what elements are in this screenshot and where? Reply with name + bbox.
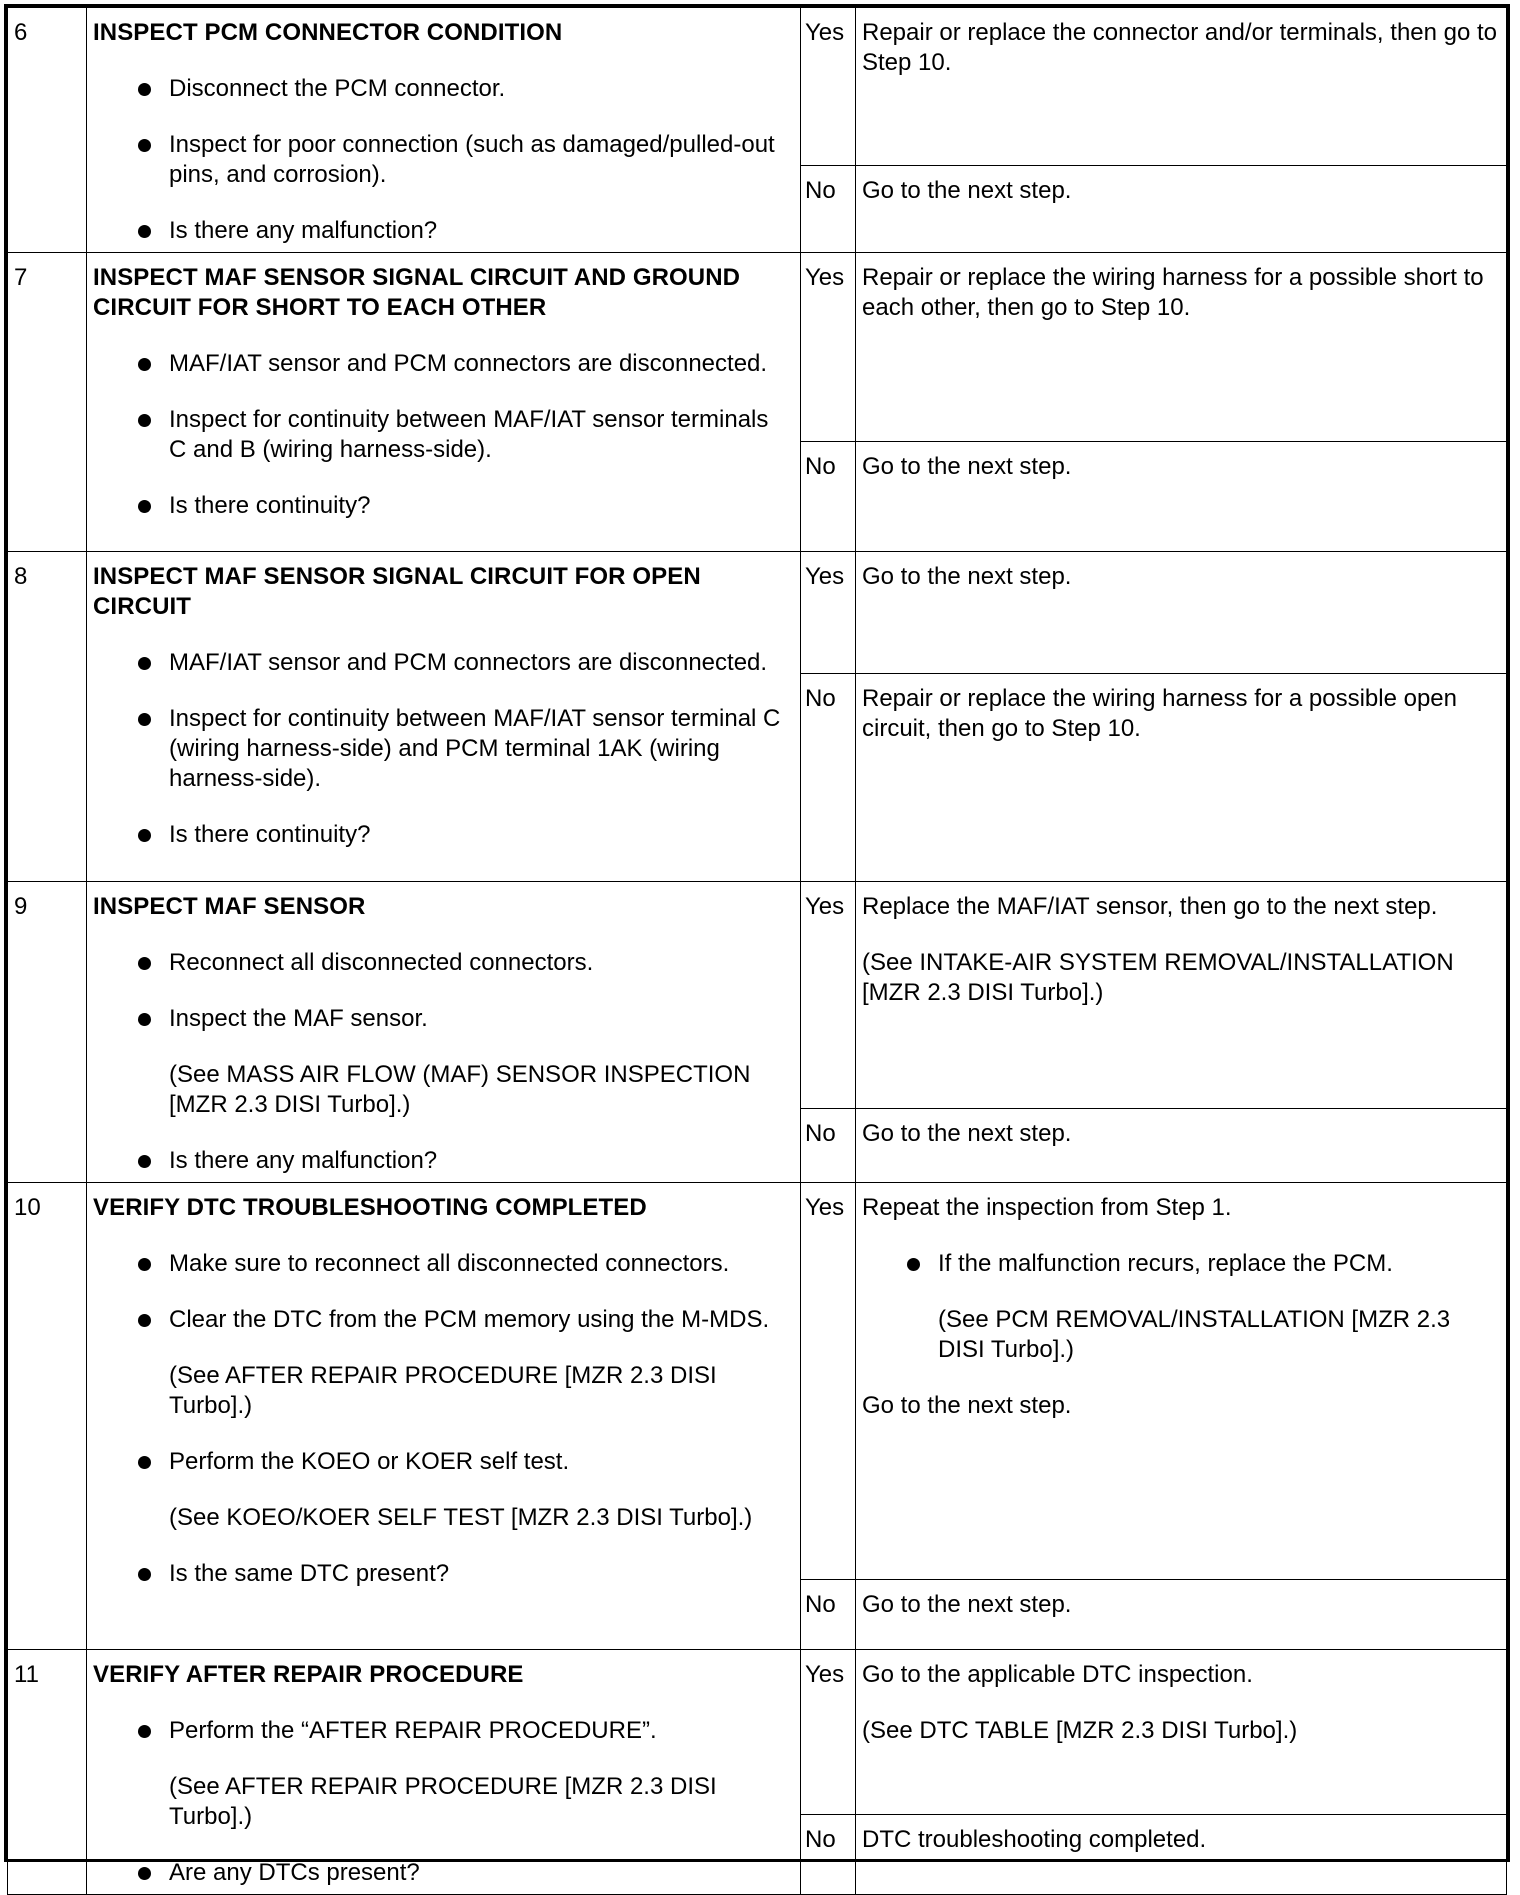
yes-label: Yes <box>801 8 856 166</box>
step-action <box>87 552 801 882</box>
reference-note: (See DTC TABLE [MZR 2.3 DISI Turbo].) <box>862 1717 1298 1744</box>
step-title: VERIFY AFTER REPAIR PROCEDURE <box>93 1661 524 1688</box>
no-label: No <box>801 1580 856 1650</box>
yes-label: Yes <box>801 552 856 674</box>
action-bullet: Perform the “AFTER REPAIR PROCEDURE”. <box>93 1716 790 1746</box>
troubleshooting-table <box>7 7 1507 1895</box>
step-action <box>87 882 801 1183</box>
action-bullet: Inspect for continuity between MAF/IAT sensor terminal C (wiring harness-side) and PCM terminal 1AK (wiring harness-side). <box>93 704 790 794</box>
step-number: 6 <box>8 8 87 253</box>
step-number: 8 <box>8 552 87 882</box>
bullet-icon <box>138 358 151 371</box>
bullet-icon <box>138 957 151 970</box>
yes-result: Repeat the inspection from Step 1. If the malfunction recurs, replace the PCM. (See PCM REMOVAL/INSTALLATION [MZR 2.3 DISI Turbo].) Go to the next step. <box>856 1183 1507 1580</box>
bullet-icon <box>138 1155 151 1168</box>
reference-note: (See KOEO/KOER SELF TEST [MZR 2.3 DISI Turbo].) <box>169 1504 753 1531</box>
action-bullet: Are any DTCs present? <box>93 1858 790 1888</box>
no-label: No <box>801 1108 856 1183</box>
action-bullet: Make sure to reconnect all disconnected connectors. <box>93 1249 790 1279</box>
result-bullet: If the malfunction recurs, replace the PCM. <box>862 1249 1500 1279</box>
no-label: No <box>801 166 856 253</box>
bullet-icon <box>138 83 151 96</box>
yes-label: Yes <box>801 253 856 442</box>
step-action <box>87 1650 801 1895</box>
step-action <box>87 1183 801 1650</box>
bullet-icon <box>138 1867 151 1880</box>
action-bullet: Is there continuity? <box>93 491 790 521</box>
step-9-yes-row <box>8 882 1507 1109</box>
step-6-yes-row <box>8 8 1507 166</box>
yes-label: Yes <box>801 1183 856 1580</box>
no-label: No <box>801 442 856 552</box>
step-action <box>87 8 801 253</box>
step-number: 10 <box>8 1183 87 1650</box>
action-bullet: MAF/IAT sensor and PCM connectors are disconnected. <box>93 349 790 379</box>
reference-note: (See AFTER REPAIR PROCEDURE [MZR 2.3 DISI Turbo].) <box>169 1773 717 1830</box>
reference-note: (See PCM REMOVAL/INSTALLATION [MZR 2.3 DISI Turbo].) <box>938 1306 1451 1363</box>
step-11-yes-row <box>8 1650 1507 1815</box>
no-result: Repair or replace the wiring harness for a possible open circuit, then go to Step 10. <box>856 674 1507 882</box>
yes-result: Repair or replace the connector and/or terminals, then go to Step 10. <box>856 8 1507 166</box>
step-7-yes-row <box>8 253 1507 442</box>
step-action <box>87 253 801 552</box>
yes-result: Replace the MAF/IAT sensor, then go to the next step. (See INTAKE-AIR SYSTEM REMOVAL/INSTALLATION [MZR 2.3 DISI Turbo].) <box>856 882 1507 1109</box>
step-title: INSPECT MAF SENSOR <box>93 893 366 920</box>
step-number: 9 <box>8 882 87 1183</box>
no-result: Go to the next step. <box>856 166 1507 253</box>
step-title: INSPECT MAF SENSOR SIGNAL CIRCUIT AND GROUND CIRCUIT FOR SHORT TO EACH OTHER <box>93 264 741 321</box>
bullet-icon <box>138 1258 151 1271</box>
bullet-icon <box>138 414 151 427</box>
bullet-icon <box>138 500 151 513</box>
step-title: INSPECT MAF SENSOR SIGNAL CIRCUIT FOR OPEN CIRCUIT <box>93 563 701 620</box>
no-result: Go to the next step. <box>856 442 1507 552</box>
action-bullet: Is the same DTC present? <box>93 1559 790 1589</box>
bullet-icon <box>138 1568 151 1581</box>
bullet-icon <box>138 225 151 238</box>
step-10-yes-row <box>8 1183 1507 1580</box>
step-number: 7 <box>8 253 87 552</box>
reference-note: (See MASS AIR FLOW (MAF) SENSOR INSPECTION [MZR 2.3 DISI Turbo].) <box>169 1061 751 1118</box>
action-bullet: Clear the DTC from the PCM memory using the M-MDS. <box>93 1305 790 1335</box>
no-result: Go to the next step. <box>856 1108 1507 1183</box>
no-label: No <box>801 674 856 882</box>
action-bullet: Disconnect the PCM connector. <box>93 74 790 104</box>
reference-note: (See AFTER REPAIR PROCEDURE [MZR 2.3 DISI Turbo].) <box>169 1362 717 1419</box>
yes-label: Yes <box>801 882 856 1109</box>
action-bullet: Reconnect all disconnected connectors. <box>93 948 790 978</box>
action-bullet: Inspect for continuity between MAF/IAT sensor terminals C and B (wiring harness-side). <box>93 405 790 465</box>
action-bullet: Inspect for poor connection (such as damaged/pulled-out pins, and corrosion). <box>93 130 790 190</box>
bullet-icon <box>138 1725 151 1738</box>
yes-result: Go to the applicable DTC inspection. (See DTC TABLE [MZR 2.3 DISI Turbo].) <box>856 1650 1507 1815</box>
no-result: Go to the next step. <box>856 1580 1507 1650</box>
action-bullet: Inspect the MAF sensor. <box>93 1004 790 1034</box>
bullet-icon <box>907 1258 920 1271</box>
action-bullet: Is there any malfunction? <box>93 1146 790 1176</box>
step-8-yes-row <box>8 552 1507 674</box>
yes-label: Yes <box>801 1650 856 1815</box>
bullet-icon <box>138 657 151 670</box>
bullet-icon <box>138 1314 151 1327</box>
step-title: VERIFY DTC TROUBLESHOOTING COMPLETED <box>93 1194 647 1221</box>
action-bullet: Is there continuity? <box>93 820 790 850</box>
no-result: DTC troubleshooting completed. <box>856 1815 1507 1895</box>
reference-note: (See INTAKE-AIR SYSTEM REMOVAL/INSTALLATION [MZR 2.3 DISI Turbo].) <box>862 949 1454 1006</box>
step-title: INSPECT PCM CONNECTOR CONDITION <box>93 19 563 46</box>
action-bullet: Perform the KOEO or KOER self test. <box>93 1447 790 1477</box>
no-label: No <box>801 1815 856 1895</box>
action-bullet: Is there any malfunction? <box>93 216 790 246</box>
troubleshooting-table-page <box>4 4 1510 1886</box>
step-number: 11 <box>8 1650 87 1895</box>
bullet-icon <box>138 713 151 726</box>
yes-result: Go to the next step. <box>856 552 1507 674</box>
bullet-icon <box>138 139 151 152</box>
bullet-icon <box>138 1456 151 1469</box>
yes-result: Repair or replace the wiring harness for a possible short to each other, then go to Step 10. <box>856 253 1507 442</box>
action-bullet: MAF/IAT sensor and PCM connectors are disconnected. <box>93 648 790 678</box>
bullet-icon <box>138 829 151 842</box>
bullet-icon <box>138 1013 151 1026</box>
